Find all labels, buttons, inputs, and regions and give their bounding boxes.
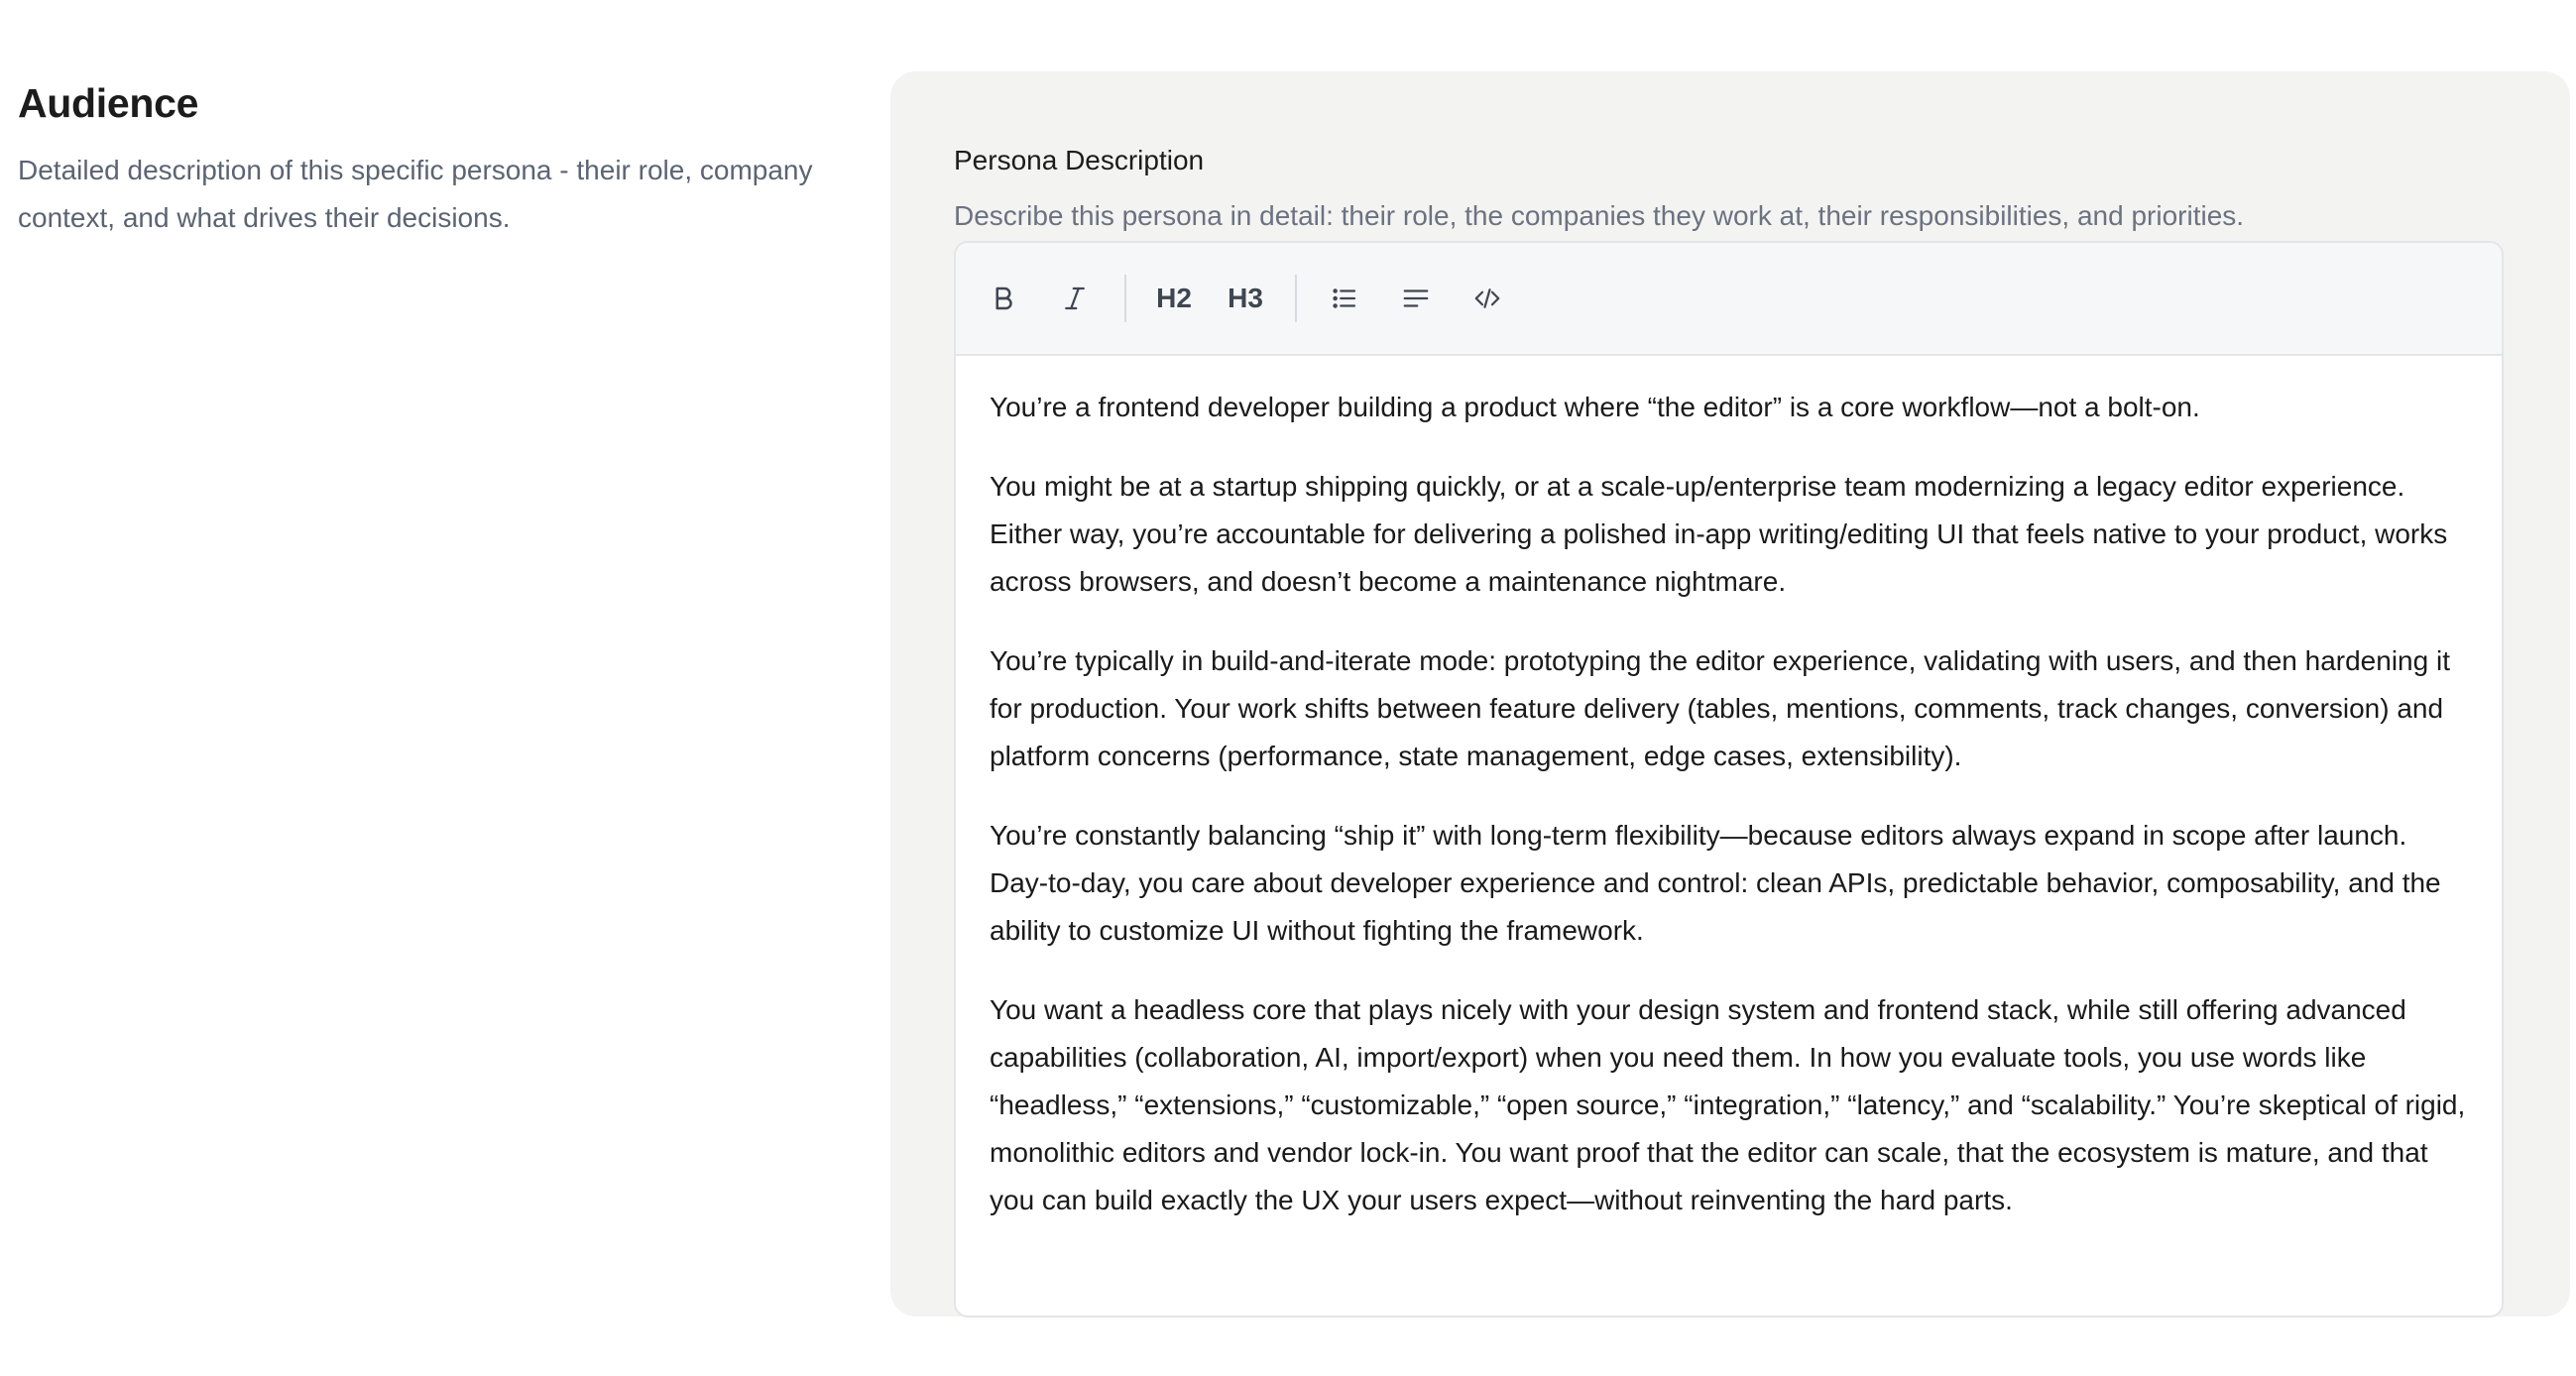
section-description: Detailed description of this specific persona - their role, company context, and what drives their decisions.: [18, 155, 813, 233]
editor-paragraph: You’re constantly balancing “ship it” with long-term flexibility—because editors always expand in scope after launch. Day-to-day, you care about developer experience and control: clean APIs, predictable behavior, composability, and the ability to customize UI without fighting the framework.: [990, 820, 2441, 946]
paragraph-button[interactable]: [1386, 269, 1446, 328]
italic-icon: [1060, 284, 1090, 313]
bold-button[interactable]: [974, 269, 1033, 328]
heading-3-button[interactable]: H3: [1228, 283, 1263, 313]
bullet-list-icon: [1330, 284, 1359, 313]
editor-content[interactable]: [956, 356, 2502, 1224]
bold-icon: [989, 284, 1018, 313]
section-intro: [18, 77, 851, 242]
editor-paragraph: You want a headless core that plays nicely with your design system and frontend stack, while still offering advanced capabilities (collaboration, AI, import/export) when you need them. In how you evaluate tools, you use words like “headless,” “extensions,” “customizable,” “open source,” “integration,” “latency,” and “scalability.” You’re skeptical of rigid, monolithic editors and vendor lock-in. You want proof that the editor can scale, that the ecosystem is mature, and that you can build exactly the UX your users expect—without reinventing the hard parts.: [990, 994, 2466, 1215]
field-help-text: Describe this persona in detail: their role, the companies they work at, their responsibilities, and priorities.: [954, 200, 2245, 231]
code-icon: [1472, 284, 1502, 313]
bullet-list-button[interactable]: [1315, 269, 1374, 328]
editor-toolbar: [956, 243, 2502, 356]
toolbar-divider: [1124, 275, 1126, 322]
editor-paragraph: You might be at a startup shipping quickly, or at a scale-up/enterprise team modernizing a legacy editor experience. Either way, you’re accountable for delivering a polished in-app writing/editing UI that feels native to your product, works across browsers, and doesn’t become a maintenance nightmare.: [990, 471, 2448, 597]
paragraph-icon: [1401, 284, 1431, 313]
code-button[interactable]: [1458, 269, 1517, 328]
italic-button[interactable]: [1045, 269, 1105, 328]
form-panel: [890, 71, 2570, 1317]
editor-paragraph: You’re a frontend developer building a product where “the editor” is a core workflow—not a bolt-on.: [990, 392, 2200, 422]
field-label: Persona Description: [954, 145, 1205, 175]
section-title: Audience: [18, 80, 199, 126]
heading-2-button[interactable]: H2: [1156, 283, 1192, 313]
toolbar-divider: [1295, 275, 1297, 322]
editor-paragraph: You’re typically in build-and-iterate mode: prototyping the editor experience, validating with users, and then hardening it for production. Your work shifts between feature delivery (tables, mentions, comments, track changes, conversion) and platform concerns (performance, state management, edge cases, extensibility).: [990, 645, 2450, 771]
rich-text-editor: [954, 241, 2504, 1318]
